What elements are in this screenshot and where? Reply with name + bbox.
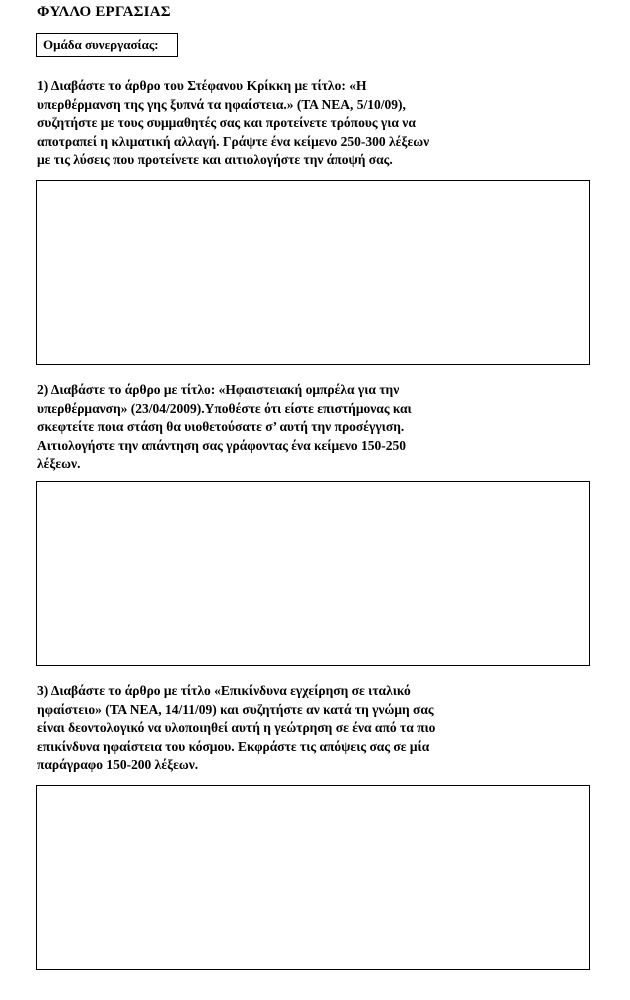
answer-box-2[interactable] (36, 481, 590, 666)
question-2-line-2: υπερθέρμανση» (23/04/2009).Υποθέστε ότι είστε επιστήμονας και (37, 400, 412, 416)
question-1-line-1: 1) Διαβάστε το άρθρο του Στέφανου Κρίκκη με τίτλο: «Η (37, 78, 367, 93)
answer-box-3[interactable] (36, 785, 590, 970)
question-2-line-1: 2) Διαβάστε το άρθρο με τίτλο: «Ηφαιστειακή ομπρέλα για την (37, 382, 400, 397)
question-2 (37, 381, 412, 474)
question-3-line-3: είναι δεοντολογικό να υλοποιηθεί αυτή η γεώτρηση σε ένα από τα πιο (37, 720, 436, 735)
question-1-line-2: υπερθέρμανση της γης ξυπνά τα ηφαίστεια.» (ΤΑ ΝΕΑ, 5/10/09), (37, 96, 406, 112)
question-2-line-4: Αιτιολογήστε την απάντηση σας γράφοντας ένα κείμενο 150-250 (37, 437, 407, 453)
worksheet-title: ΦΥΛΛΟ ΕΡΓΑΣΙΑΣ (37, 4, 171, 20)
question-1-line-5: με τις λύσεις που προτείνετε και αιτιολογήστε την άποψή σας. (37, 152, 393, 167)
question-1 (37, 77, 429, 170)
answer-box-1[interactable] (36, 180, 590, 365)
question-1-line-4: αποτραπεί η κλιματική αλλαγή. Γράψτε ένα κείμενο 250-300 λέξεων (37, 133, 430, 149)
group-label: Ομάδα συνεργασίας: (43, 37, 159, 52)
question-2-line-5: λέξεων. (37, 456, 81, 471)
question-1-line-3: συζητήστε με τους συμμαθητές σας και προτείνετε τρόπους για να (37, 115, 416, 130)
question-3-line-1: 3) Διαβάστε το άρθρο με τίτλο «Επικίνδυνα εγχείρηση σε ιταλικό (37, 683, 411, 698)
question-3-line-2: ηφαίστειο» (ΤΑ ΝΕΑ, 14/11/09) και συζητήστε αν κατά τη γνώμη σας (37, 701, 434, 717)
question-3 (37, 682, 435, 775)
question-3-line-4: επικίνδυνα ηφαίστεια του κόσμου. Εκφράστε τις απόψεις σας σε μία (37, 738, 430, 754)
group-label-box (36, 33, 178, 57)
question-2-line-3: σκεφτείτε ποια στάση θα υιοθετούσατε σ’ αυτή την προσέγγιση. (37, 419, 405, 434)
question-3-line-5: παράγραφο 150-200 λέξεων. (37, 757, 199, 772)
